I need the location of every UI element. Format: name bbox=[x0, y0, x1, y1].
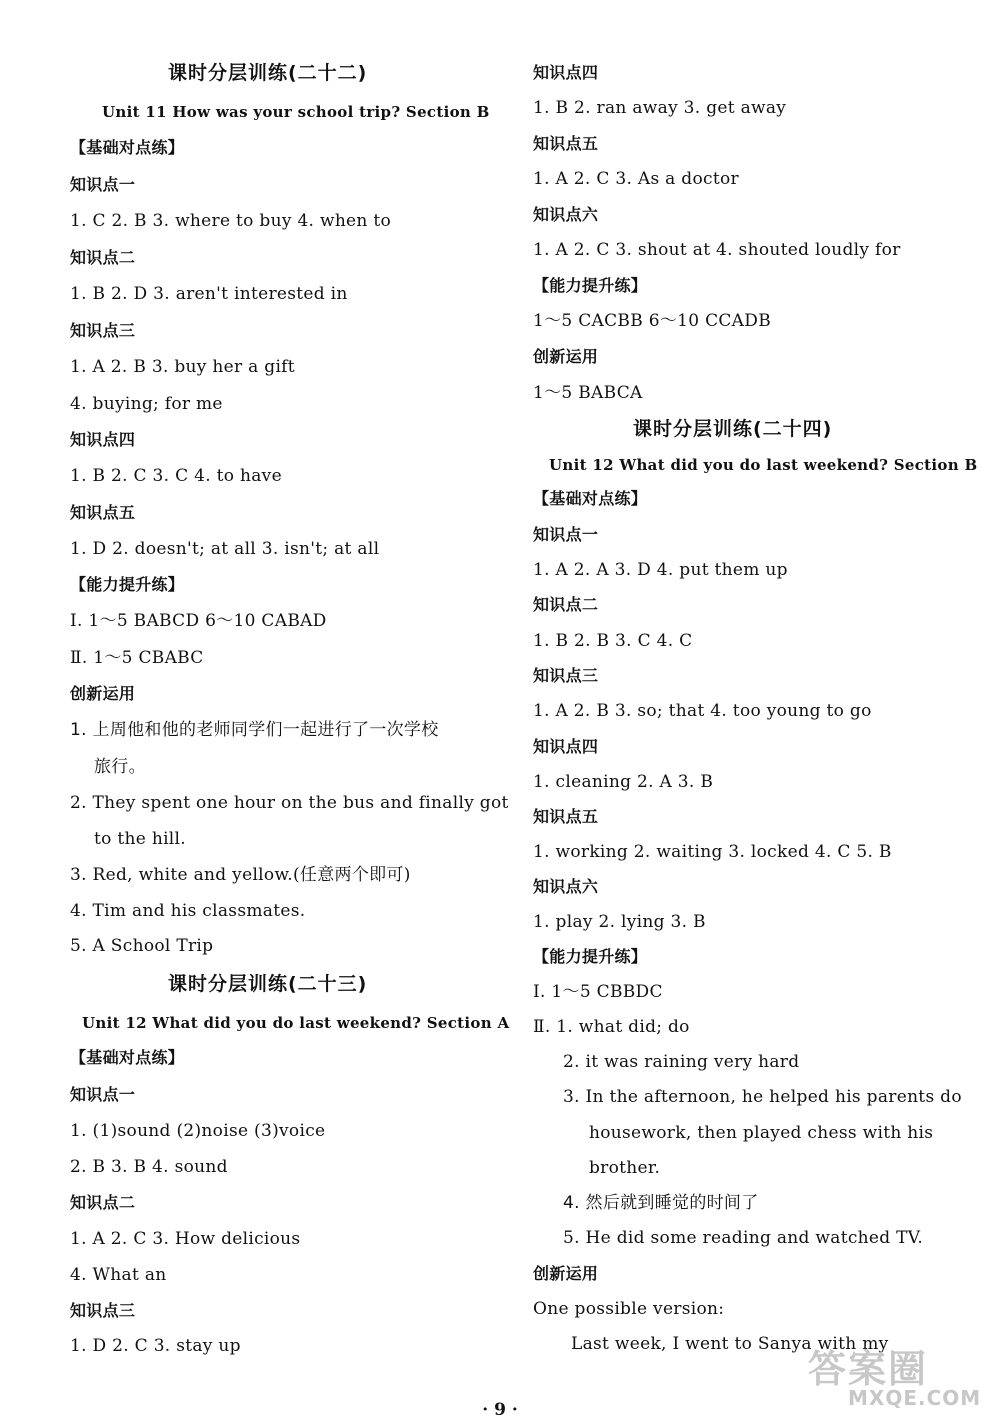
ability-practice-header: 【能力提升练】 bbox=[70, 575, 185, 594]
answer-line: brother. bbox=[589, 1158, 661, 1178]
answer-line: 1. C 2. B 3. where to buy 4. when to bbox=[70, 211, 392, 231]
answer-line: 1. B 2. D 3. aren't interested in bbox=[70, 284, 348, 304]
knowledge-point-4: 知识点四 bbox=[533, 737, 599, 756]
ability-practice-header: 【能力提升练】 bbox=[533, 947, 648, 966]
answer-line: 1. B 2. ran away 3. get away bbox=[533, 98, 787, 118]
section-title: 课时分层训练(二十三) bbox=[168, 973, 368, 995]
knowledge-point-3: 知识点三 bbox=[70, 321, 136, 340]
answer-line: 4. 然后就到睡觉的时间了 bbox=[563, 1193, 759, 1213]
answer-line: 1～5 BABCA bbox=[533, 383, 643, 403]
knowledge-point-3: 知识点三 bbox=[70, 1301, 136, 1320]
knowledge-point-4: 知识点四 bbox=[533, 63, 599, 82]
innovation-header: 创新运用 bbox=[533, 347, 599, 366]
section-title: 课时分层训练(二十二) bbox=[168, 62, 368, 84]
section-title: 课时分层训练(二十四) bbox=[633, 418, 833, 440]
answer-line: 1. D 2. C 3. stay up bbox=[70, 1336, 241, 1356]
answer-line: 1. A 2. C 3. As a doctor bbox=[533, 169, 739, 189]
knowledge-point-5: 知识点五 bbox=[533, 134, 599, 153]
ability-practice-header: 【能力提升练】 bbox=[533, 276, 648, 295]
answer-line: 1. A 2. C 3. How delicious bbox=[70, 1229, 301, 1249]
knowledge-point-6: 知识点六 bbox=[533, 205, 599, 224]
answer-line: 旅行。 bbox=[94, 757, 146, 777]
knowledge-point-4: 知识点四 bbox=[70, 430, 136, 449]
answer-line: 1～5 CACBB 6～10 CCADB bbox=[533, 311, 771, 331]
essay-intro: One possible version: bbox=[533, 1299, 725, 1319]
answer-line: 1. B 2. B 3. C 4. C bbox=[533, 631, 693, 651]
knowledge-point-1: 知识点一 bbox=[70, 1085, 136, 1104]
answer-line: Ⅰ. 1～5 BABCD 6～10 CABAD bbox=[70, 611, 327, 631]
basic-practice-header: 【基础对点练】 bbox=[533, 489, 648, 508]
answer-line: Ⅱ. 1～5 CBABC bbox=[70, 648, 204, 668]
watermark-logo-text: 答案圈 bbox=[808, 1347, 929, 1391]
basic-practice-header: 【基础对点练】 bbox=[70, 138, 185, 157]
knowledge-point-1: 知识点一 bbox=[70, 175, 136, 194]
essay-text: Last week, I went to Sanya with my bbox=[571, 1334, 889, 1354]
answer-line: 1. (1)sound (2)noise (3)voice bbox=[70, 1121, 326, 1141]
knowledge-point-5: 知识点五 bbox=[533, 807, 599, 826]
unit-heading: Unit 12 What did you do last weekend? Section A bbox=[82, 1014, 510, 1032]
innovation-header: 创新运用 bbox=[70, 684, 136, 703]
answer-line: 5. A School Trip bbox=[70, 936, 214, 956]
unit-heading: Unit 12 What did you do last weekend? Section B bbox=[549, 456, 978, 474]
watermark-url: MXQE.COM bbox=[848, 1386, 982, 1410]
answer-line: 1. A 2. B 3. so; that 4. too young to go bbox=[533, 701, 872, 721]
knowledge-point-5: 知识点五 bbox=[70, 503, 136, 522]
answer-line: 5. He did some reading and watched TV. bbox=[563, 1228, 924, 1248]
knowledge-point-2: 知识点二 bbox=[70, 248, 136, 267]
knowledge-point-2: 知识点二 bbox=[533, 595, 599, 614]
answer-line: 3. In the afternoon, he helped his parents do bbox=[563, 1087, 962, 1107]
answer-line: 1. play 2. lying 3. B bbox=[533, 912, 706, 932]
answer-line: 4. buying; for me bbox=[70, 394, 223, 414]
answer-line: 1. 上周他和他的老师同学们一起进行了一次学校 bbox=[70, 720, 439, 740]
knowledge-point-3: 知识点三 bbox=[533, 666, 599, 685]
answer-line: 1. A 2. A 3. D 4. put them up bbox=[533, 560, 788, 580]
answer-line: to the hill. bbox=[94, 829, 186, 849]
knowledge-point-2: 知识点二 bbox=[70, 1193, 136, 1212]
answer-line: 2. it was raining very hard bbox=[563, 1052, 800, 1072]
knowledge-point-1: 知识点一 bbox=[533, 525, 599, 544]
answer-line: 1. A 2. B 3. buy her a gift bbox=[70, 357, 295, 377]
answer-line: 4. Tim and his classmates. bbox=[70, 901, 306, 921]
answer-line: Ⅰ. 1～5 CBBDC bbox=[533, 982, 663, 1002]
answer-line: 2. B 3. B 4. sound bbox=[70, 1157, 228, 1177]
answer-line: 1. B 2. C 3. C 4. to have bbox=[70, 466, 282, 486]
answer-line: 3. Red, white and yellow.(任意两个即可) bbox=[70, 865, 411, 885]
answer-line: 1. cleaning 2. A 3. B bbox=[533, 772, 714, 792]
answer-line: 1. working 2. waiting 3. locked 4. C 5. B bbox=[533, 842, 892, 862]
answer-line: housework, then played chess with his bbox=[589, 1123, 934, 1143]
answer-line: 1. A 2. C 3. shout at 4. shouted loudly for bbox=[533, 240, 901, 260]
unit-heading: Unit 11 How was your school trip? Section B bbox=[102, 103, 490, 121]
answer-line: 1. D 2. doesn't; at all 3. isn't; at all bbox=[70, 539, 380, 559]
knowledge-point-6: 知识点六 bbox=[533, 877, 599, 896]
innovation-header: 创新运用 bbox=[533, 1264, 599, 1283]
answer-line: 2. They spent one hour on the bus and finally got bbox=[70, 793, 509, 813]
page-number: · 9 · bbox=[482, 1400, 518, 1420]
answer-line: Ⅱ. 1. what did; do bbox=[533, 1017, 690, 1037]
answer-line: 4. What an bbox=[70, 1265, 167, 1285]
basic-practice-header: 【基础对点练】 bbox=[70, 1048, 185, 1067]
